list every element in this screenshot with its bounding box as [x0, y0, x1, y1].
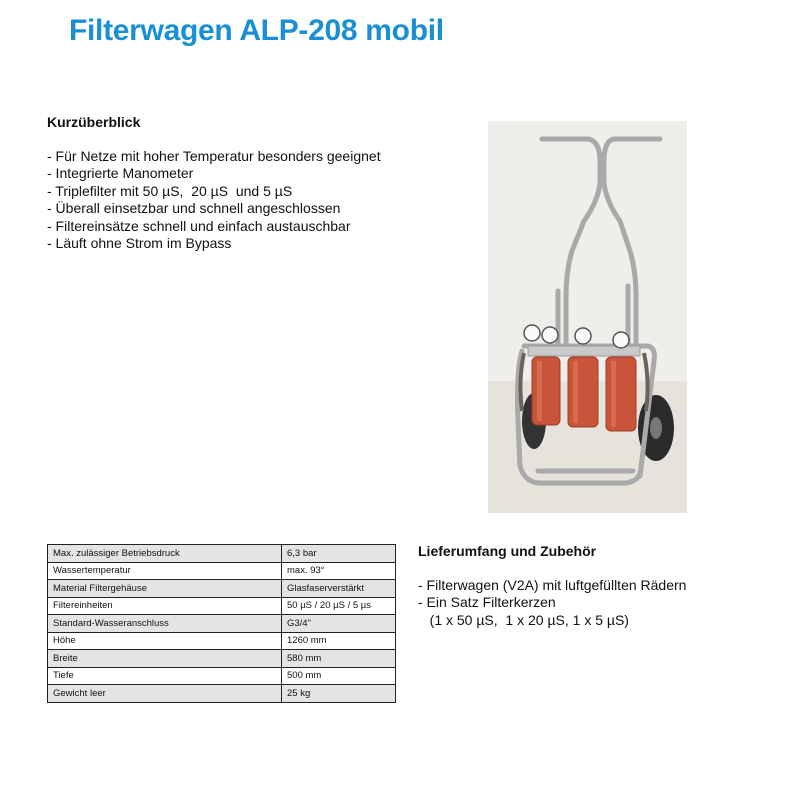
- page-title: Filterwagen ALP-208 mobil: [69, 14, 444, 47]
- overview-heading: Kurzüberblick: [47, 114, 141, 130]
- spec-value: 500 mm: [282, 667, 396, 685]
- overview-list: [47, 148, 381, 252]
- delivery-heading: Lieferumfang und Zubehör: [418, 543, 597, 559]
- list-item: - Läuft ohne Strom im Bypass: [47, 235, 232, 252]
- spec-value: Glasfaserverstärkt: [282, 580, 396, 598]
- list-item: - Für Netze mit hoher Temperatur besonders geeignet: [47, 148, 381, 164]
- table-row: [48, 597, 396, 615]
- spec-label: Filtereinheiten: [48, 597, 282, 615]
- list-item: - Filtereinsätze schnell und einfach austauschbar: [47, 217, 351, 234]
- table-row: [48, 632, 396, 650]
- list-item: - Integrierte Manometer: [47, 165, 194, 182]
- spec-value: max. 93°: [282, 562, 396, 580]
- list-item: (1 x 50 µS, 1 x 20 µS, 1 x 5 µS): [418, 611, 629, 628]
- spec-label: Tiefe: [48, 667, 282, 685]
- spec-table: [47, 544, 396, 703]
- delivery-list: [418, 577, 686, 629]
- list-item: - Filterwagen (V2A) mit luftgefüllten Rädern: [418, 577, 687, 593]
- spec-label: Breite: [48, 650, 282, 668]
- spec-label: Wassertemperatur: [48, 562, 282, 580]
- table-row: [48, 545, 396, 563]
- spec-value: 6,3 bar: [282, 545, 396, 563]
- spec-label: Standard-Wasseranschluss: [48, 615, 282, 633]
- spec-value: 580 mm: [282, 650, 396, 668]
- table-row: [48, 667, 396, 685]
- list-item: - Ein Satz Filterkerzen: [418, 594, 556, 611]
- list-item: - Überall einsetzbar und schnell angeschlossen: [47, 200, 341, 217]
- spec-value: 25 kg: [282, 685, 396, 703]
- spec-value: 1260 mm: [282, 632, 396, 650]
- table-row: [48, 562, 396, 580]
- spec-label: Gewicht leer: [48, 685, 282, 703]
- spec-label: Höhe: [48, 632, 282, 650]
- spec-value: G3/4": [282, 615, 396, 633]
- spec-value: 50 µS / 20 µS / 5 µs: [282, 597, 396, 615]
- table-row: [48, 615, 396, 633]
- list-item: - Triplefilter mit 50 µS, 20 µS und 5 µS: [47, 182, 293, 199]
- table-row: [48, 650, 396, 668]
- product-photo: [488, 121, 687, 513]
- spec-label: Max. zulässiger Betriebsdruck: [48, 545, 282, 563]
- table-row: [48, 580, 396, 598]
- spec-label: Material Filtergehäuse: [48, 580, 282, 598]
- table-row: [48, 685, 396, 703]
- filter-cart-illustration: [488, 121, 687, 513]
